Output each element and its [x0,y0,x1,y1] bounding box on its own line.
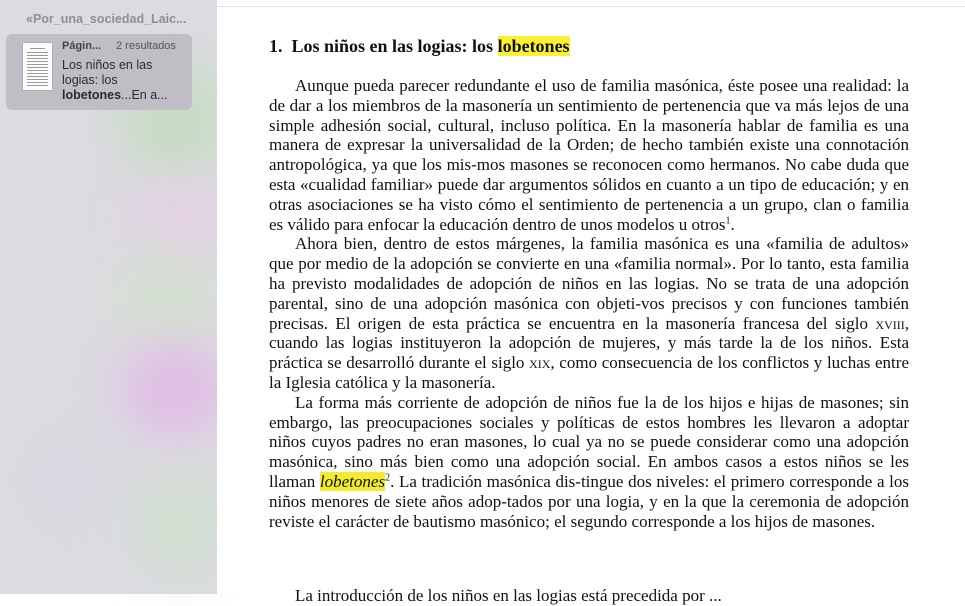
section-heading [269,36,570,57]
result-snippet [62,58,187,103]
partial-next-line [269,586,909,605]
sidebar-backdrop [130,470,230,580]
page-thumbnail [23,43,52,90]
result-page-label: Págin... [62,40,102,52]
paragraph [269,76,909,234]
document-page[interactable] [217,0,965,605]
paragraph-text: . [730,214,735,234]
sidebar-backdrop [20,420,110,540]
paragraph-text: La introducción de los niños en las logias está precedida por ... [295,586,722,605]
paragraph-text: . La tradición masónica dis-tingue dos niveles: el primero corresponde a los niños menores de siete años adop-tados por una logia, y en la que la ceremonia de adopción reviste el carácter de bautismo masónico; el segundo corresponde a los hijos de masones. [269,471,909,531]
paragraph-text: Ahora bien, dentro de estos márgenes, la familia masónica es una «familia de adultos» que por medio de la adopción se convierte en una «familia normal». Por lo tanto, esta familia ha previsto modalidades de adopción de niños en las logias. No se trata de una adopción parental, sino de una adopción masónica con objeti-vos precisos y con funciones también precisas. El origen de esta práctica se encuentra en la masonería francesa del siglo [269,234,909,333]
snippet-text: ...En a... [121,88,168,102]
century-numeral: xviii [875,313,905,333]
sidebar-backdrop [110,250,230,340]
footnote-marker: 2 [385,472,391,484]
document-title: «Por_una_sociedad_Laic... [26,12,187,26]
paragraph-text: La forma más corriente de adopción de niños fue la de los hijos e hijas de masones; sin embargo, las preocupaciones sociales y políticas de estos hombres les llevaron a adoptar niños cuyos padres no eran masones, lo cual ya no se puede considerar como una adopción masónica, sino más bien como una adopción social. En ambos casos a estos niños se les llaman [269,392,909,491]
search-sidebar [0,0,217,594]
result-count: 2 resultados [116,40,176,52]
heading-text: Los niños en las logias: los [291,36,498,56]
search-result-item[interactable] [6,34,192,110]
paragraph [269,234,909,392]
search-highlight: lobetones [497,36,570,56]
paragraph-text: , cuando las logias instituyeron la adopción de mujeres, y más tarde la de los niños. Esta práctica se desarrolló durante el siglo [269,313,909,373]
page-top-edge [217,0,965,7]
sidebar-backdrop [130,180,230,260]
sidebar-backdrop [120,340,230,440]
century-numeral: xix [529,353,551,373]
footnote-marker: 1 [725,214,731,226]
paragraph-text: , como consecuencia de los conflictos y luchas entre la Iglesia católica y la masonería. [269,353,909,392]
snippet-text: Los niños en las logias: los [62,58,153,87]
body-text [269,76,909,531]
snippet-match: lobetones [62,88,122,102]
paragraph-text: Aunque pueda parecer redundante el uso de familia masónica, éste posee una realidad: la de dar a los miembros de la masonería un sentimiento de pertenencia que va más lejos de una simple adhesión social, cultural, incluso política. En la masonería hablar de familia es una manera de expresar la universalidad de la Orden; de hecho también existe una connotación antropológica, ya que los mis-mos masones se reconocen como hermanos. No cabe duda que esta «cualidad familiar» puede dar argumentos sólidos en cuanto a un tipo de educación; y en otras asociaciones se ha visto cómo el sentimiento de pertenencia a un grupo, clan o familia es válido para enfocar la educación dentro de unos modelos u otros [269,76,909,234]
heading-number: 1. [269,36,283,56]
search-highlight: lobetones [319,471,386,491]
paragraph [269,393,909,532]
